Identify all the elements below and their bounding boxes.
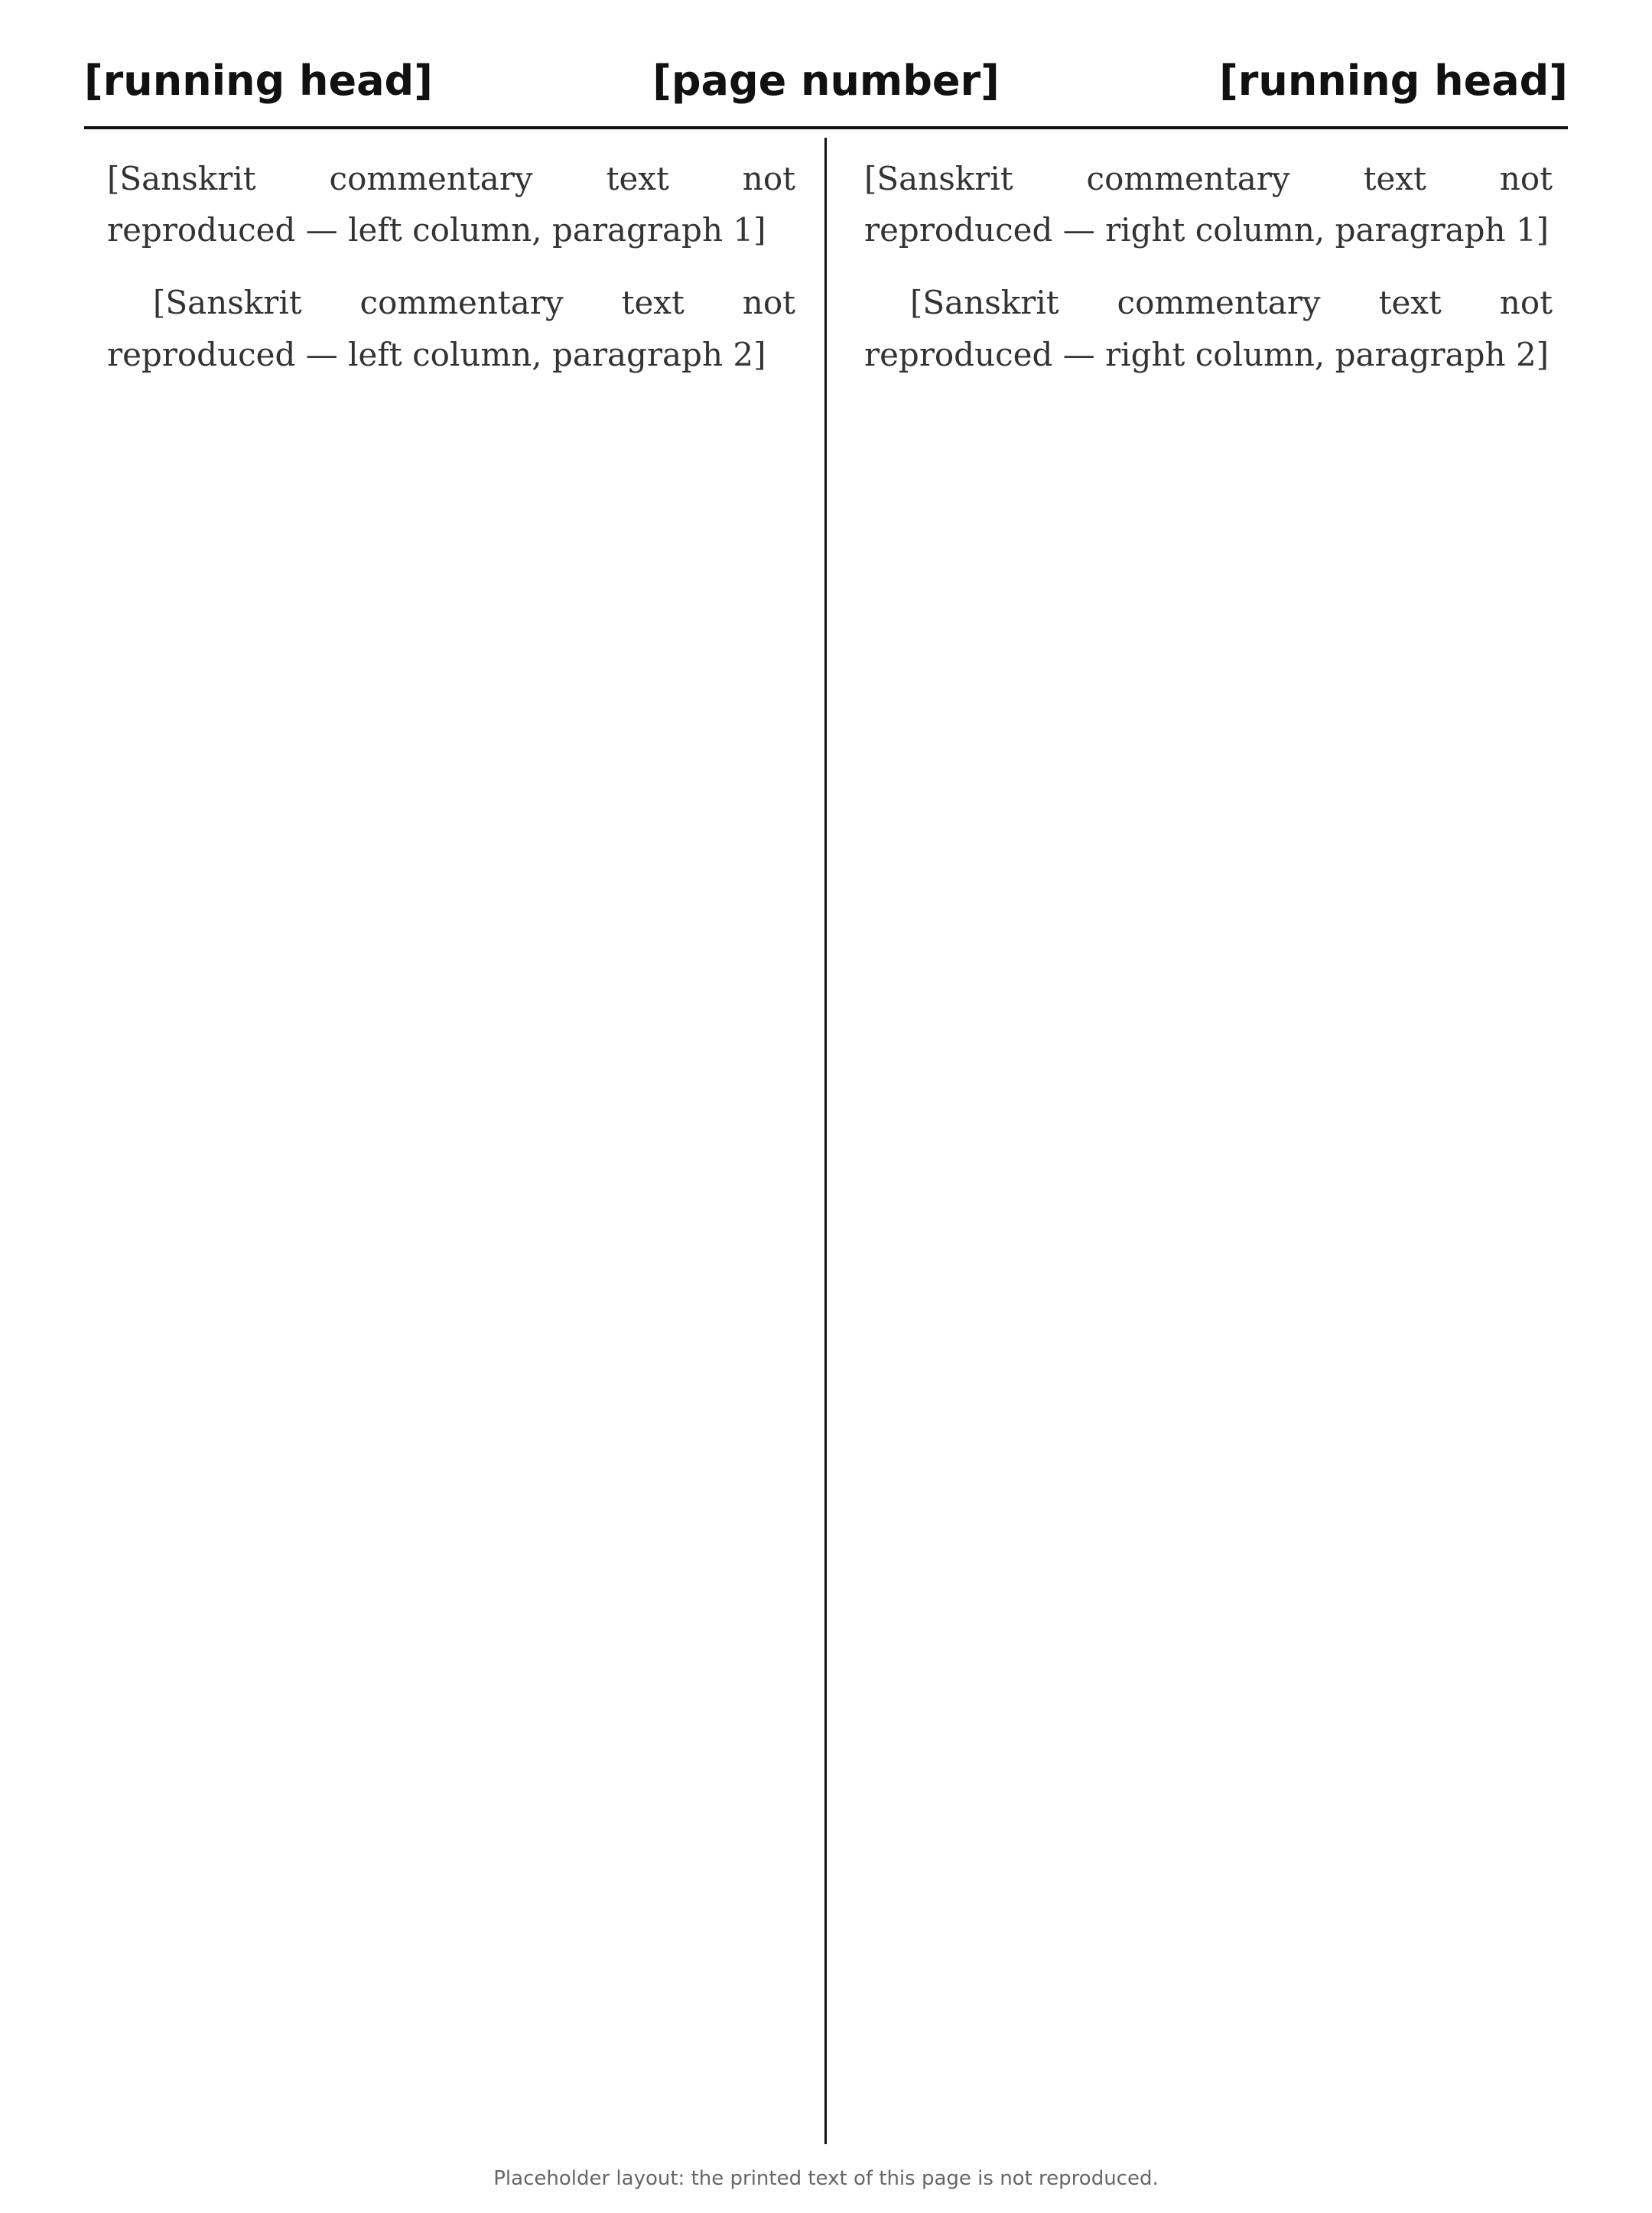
running-header — [84, 46, 1568, 115]
page-number: [page number] — [652, 56, 1000, 105]
left-running-head: [running head] — [84, 56, 433, 105]
right-running-head: [running head] — [1219, 56, 1568, 105]
right-paragraph-1: [Sanskrit commentary text not reproduced — right column, paragraph 1] — [864, 160, 1553, 249]
left-column — [107, 153, 795, 2129]
left-paragraph-1: [Sanskrit commentary text not reproduced — left column, paragraph 1] — [107, 160, 795, 249]
left-paragraph-2: [Sanskrit commentary text not reproduced — left column, paragraph 2] — [107, 284, 795, 373]
right-paragraph-2: [Sanskrit commentary text not reproduced — right column, paragraph 2] — [864, 284, 1553, 373]
right-column — [864, 153, 1553, 2129]
column-divider — [824, 138, 827, 2144]
placeholder-notice: Placeholder layout: the printed text of this page is not reproduced. — [493, 2167, 1159, 2190]
header-rule — [84, 126, 1568, 129]
